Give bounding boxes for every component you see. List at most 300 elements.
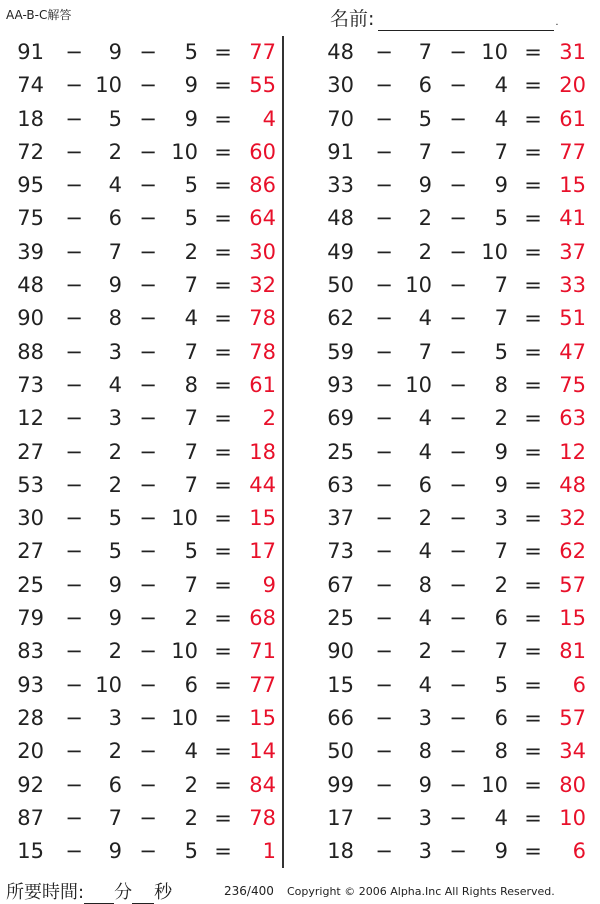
second-number: 10 (95, 672, 122, 697)
problem-row (310, 535, 600, 568)
minus-sign: − (139, 73, 157, 98)
first-number: 30 (17, 506, 44, 531)
minus-sign: − (449, 606, 467, 631)
third-number: 2 (184, 772, 198, 797)
minus-sign: − (449, 439, 467, 464)
third-number: 7 (494, 273, 508, 298)
answer-value: 55 (249, 73, 276, 98)
second-number: 6 (418, 472, 432, 497)
problem-row (310, 802, 600, 835)
problem-row (310, 702, 600, 735)
minus-sign: − (139, 439, 157, 464)
second-number: 2 (108, 472, 122, 497)
second-number: 2 (108, 439, 122, 464)
third-number: 5 (184, 539, 198, 564)
second-number: 4 (418, 672, 432, 697)
problem-row (0, 436, 290, 469)
minutes-blank (84, 885, 114, 904)
minus-sign: − (65, 106, 83, 131)
answer-value: 57 (559, 572, 586, 597)
first-number: 69 (327, 406, 354, 431)
problem-row (310, 269, 600, 302)
minus-sign: − (449, 273, 467, 298)
minus-sign: − (449, 572, 467, 597)
third-number: 6 (184, 672, 198, 697)
minus-sign: − (139, 40, 157, 64)
first-number: 75 (17, 206, 44, 231)
answer-value: 63 (559, 406, 586, 431)
answer-value: 41 (559, 206, 586, 231)
third-number: 2 (184, 606, 198, 631)
equals-sign: = (524, 239, 542, 264)
first-number: 73 (327, 539, 354, 564)
equals-sign: = (214, 139, 232, 164)
minus-sign: − (375, 472, 393, 497)
third-number: 10 (171, 139, 198, 164)
minus-sign: − (449, 539, 467, 564)
minus-sign: − (375, 639, 393, 664)
second-number: 5 (108, 506, 122, 531)
name-blank-line (378, 12, 554, 31)
first-number: 88 (17, 339, 44, 364)
answer-value: 81 (559, 639, 586, 664)
first-number: 27 (17, 539, 44, 564)
equals-sign: = (214, 406, 232, 431)
first-number: 95 (17, 173, 44, 198)
problem-row (310, 169, 600, 202)
page-number: 236/400 (224, 884, 274, 898)
answer-value: 47 (559, 339, 586, 364)
answer-value: 30 (249, 239, 276, 264)
third-number: 10 (481, 772, 508, 797)
minus-sign: − (139, 606, 157, 631)
second-number: 10 (405, 372, 432, 397)
minus-sign: − (139, 239, 157, 264)
minus-sign: − (65, 73, 83, 98)
answer-value: 78 (249, 805, 276, 830)
second-number: 4 (418, 306, 432, 331)
minus-sign: − (449, 306, 467, 331)
problem-row (310, 369, 600, 402)
minus-sign: − (139, 506, 157, 531)
answer-value: 78 (249, 339, 276, 364)
problem-row (310, 669, 600, 702)
second-number: 9 (418, 173, 432, 198)
minus-sign: − (65, 306, 83, 331)
second-number: 4 (418, 439, 432, 464)
equals-sign: = (524, 606, 542, 631)
answer-value: 62 (559, 539, 586, 564)
minus-sign: − (449, 839, 467, 864)
second-number: 6 (418, 73, 432, 98)
answer-value: 77 (249, 40, 276, 64)
minus-sign: − (65, 705, 83, 730)
third-number: 2 (184, 239, 198, 264)
answer-value: 4 (262, 106, 276, 131)
problem-row (0, 136, 290, 169)
second-number: 2 (108, 639, 122, 664)
problem-row (0, 469, 290, 502)
minus-sign: − (375, 173, 393, 198)
minus-sign: − (449, 106, 467, 131)
minus-sign: − (65, 739, 83, 764)
minus-sign: − (449, 506, 467, 531)
second-number: 7 (418, 139, 432, 164)
third-number: 5 (184, 40, 198, 64)
third-number: 9 (494, 839, 508, 864)
minus-sign: − (65, 772, 83, 797)
minus-sign: − (449, 206, 467, 231)
left-problem-column (0, 36, 290, 868)
second-number: 9 (108, 606, 122, 631)
problem-row (0, 302, 290, 335)
second-number: 8 (108, 306, 122, 331)
equals-sign: = (214, 539, 232, 564)
minus-sign: − (65, 606, 83, 631)
minus-sign: − (449, 406, 467, 431)
minus-sign: − (375, 73, 393, 98)
minus-sign: − (375, 139, 393, 164)
problem-row (310, 103, 600, 136)
equals-sign: = (214, 839, 232, 864)
answer-value: 51 (559, 306, 586, 331)
problem-row (310, 469, 600, 502)
minus-sign: − (65, 572, 83, 597)
first-number: 67 (327, 572, 354, 597)
answer-value: 71 (249, 639, 276, 664)
first-number: 48 (327, 206, 354, 231)
worksheet-code: AA-B-C解答 (6, 8, 72, 22)
equals-sign: = (524, 139, 542, 164)
second-number: 2 (418, 239, 432, 264)
third-number: 4 (494, 805, 508, 830)
problem-row (0, 69, 290, 102)
equals-sign: = (524, 705, 542, 730)
equals-sign: = (214, 705, 232, 730)
second-number: 6 (108, 206, 122, 231)
first-number: 50 (327, 739, 354, 764)
minus-sign: − (139, 106, 157, 131)
problem-row (0, 802, 290, 835)
second-number: 4 (108, 173, 122, 198)
second-number: 4 (418, 539, 432, 564)
second-number: 10 (405, 273, 432, 298)
problem-row (0, 669, 290, 702)
first-number: 91 (17, 40, 44, 64)
name-dot: . (555, 17, 559, 28)
answer-value: 68 (249, 606, 276, 631)
minus-sign: − (139, 672, 157, 697)
third-number: 8 (184, 372, 198, 397)
answer-value: 32 (249, 273, 276, 298)
answer-value: 48 (559, 472, 586, 497)
minus-sign: − (449, 40, 467, 64)
second-number: 2 (108, 139, 122, 164)
second-number: 2 (418, 206, 432, 231)
second-number: 7 (108, 239, 122, 264)
second-number: 9 (108, 572, 122, 597)
third-number: 7 (184, 406, 198, 431)
minus-sign: − (449, 472, 467, 497)
third-number: 7 (184, 572, 198, 597)
first-number: 70 (327, 106, 354, 131)
minus-sign: − (139, 173, 157, 198)
second-number: 9 (108, 839, 122, 864)
answer-value: 15 (249, 705, 276, 730)
equals-sign: = (524, 805, 542, 830)
answer-value: 33 (559, 273, 586, 298)
seconds-label: 秒 (154, 882, 173, 903)
answer-value: 14 (249, 739, 276, 764)
minus-sign: − (375, 40, 393, 64)
equals-sign: = (524, 206, 542, 231)
third-number: 10 (481, 40, 508, 64)
name-field (330, 4, 559, 31)
first-number: 48 (327, 40, 354, 64)
third-number: 5 (494, 339, 508, 364)
third-number: 5 (184, 206, 198, 231)
third-number: 5 (184, 839, 198, 864)
equals-sign: = (214, 239, 232, 264)
minus-sign: − (65, 273, 83, 298)
answer-value: 15 (559, 606, 586, 631)
third-number: 5 (494, 672, 508, 697)
answer-value: 77 (249, 672, 276, 697)
minus-sign: − (375, 606, 393, 631)
problem-row (0, 103, 290, 136)
first-number: 25 (17, 572, 44, 597)
problem-row (0, 169, 290, 202)
minus-sign: − (139, 273, 157, 298)
answer-value: 15 (559, 173, 586, 198)
first-number: 12 (17, 406, 44, 431)
minus-sign: − (375, 406, 393, 431)
answer-value: 17 (249, 539, 276, 564)
equals-sign: = (524, 839, 542, 864)
problem-row (0, 269, 290, 302)
second-number: 3 (108, 406, 122, 431)
minus-sign: − (449, 739, 467, 764)
third-number: 10 (481, 239, 508, 264)
equals-sign: = (214, 639, 232, 664)
first-number: 20 (17, 739, 44, 764)
second-number: 9 (108, 40, 122, 64)
problem-row (310, 635, 600, 668)
first-number: 39 (17, 239, 44, 264)
first-number: 17 (327, 805, 354, 830)
minus-sign: − (375, 239, 393, 264)
third-number: 9 (184, 73, 198, 98)
minus-sign: − (449, 173, 467, 198)
minus-sign: − (375, 273, 393, 298)
minus-sign: − (375, 739, 393, 764)
answer-value: 6 (572, 672, 586, 697)
equals-sign: = (214, 73, 232, 98)
equals-sign: = (524, 506, 542, 531)
minus-sign: − (375, 339, 393, 364)
second-number: 4 (418, 606, 432, 631)
equals-sign: = (214, 572, 232, 597)
minus-sign: − (139, 372, 157, 397)
third-number: 7 (494, 539, 508, 564)
second-number: 6 (108, 772, 122, 797)
minus-sign: − (65, 406, 83, 431)
third-number: 7 (184, 439, 198, 464)
equals-sign: = (524, 572, 542, 597)
equals-sign: = (214, 339, 232, 364)
answer-value: 61 (559, 106, 586, 131)
problem-row (310, 236, 600, 269)
problem-row (310, 569, 600, 602)
second-number: 2 (418, 639, 432, 664)
answer-value: 44 (249, 472, 276, 497)
problem-row (0, 402, 290, 435)
problem-row (310, 336, 600, 369)
second-number: 2 (108, 739, 122, 764)
problem-row (0, 36, 290, 69)
second-number: 8 (418, 572, 432, 597)
minus-sign: − (65, 239, 83, 264)
third-number: 7 (184, 339, 198, 364)
problem-row (0, 769, 290, 802)
time-label: 所要時間: (6, 882, 85, 903)
second-number: 9 (108, 273, 122, 298)
equals-sign: = (524, 40, 542, 64)
minutes-label: 分 (114, 882, 133, 903)
first-number: 27 (17, 439, 44, 464)
minus-sign: − (65, 672, 83, 697)
answer-value: 61 (249, 372, 276, 397)
answer-value: 10 (559, 805, 586, 830)
minus-sign: − (139, 705, 157, 730)
minus-sign: − (449, 139, 467, 164)
problem-row (0, 202, 290, 235)
minus-sign: − (139, 139, 157, 164)
minus-sign: − (139, 839, 157, 864)
minus-sign: − (65, 40, 83, 64)
equals-sign: = (214, 606, 232, 631)
equals-sign: = (214, 40, 232, 64)
first-number: 15 (17, 839, 44, 864)
minus-sign: − (65, 439, 83, 464)
third-number: 4 (494, 106, 508, 131)
minus-sign: − (65, 472, 83, 497)
first-number: 66 (327, 705, 354, 730)
first-number: 83 (17, 639, 44, 664)
copyright-notice: Copyright © 2006 Alpha.Inc All Rights Reserved. (287, 885, 555, 898)
third-number: 2 (494, 572, 508, 597)
first-number: 93 (327, 372, 354, 397)
equals-sign: = (524, 73, 542, 98)
minus-sign: − (375, 206, 393, 231)
problem-row (310, 735, 600, 768)
equals-sign: = (524, 372, 542, 397)
minus-sign: − (65, 839, 83, 864)
minus-sign: − (375, 705, 393, 730)
minus-sign: − (65, 506, 83, 531)
second-number: 3 (418, 805, 432, 830)
third-number: 7 (184, 472, 198, 497)
third-number: 3 (494, 506, 508, 531)
first-number: 25 (327, 606, 354, 631)
equals-sign: = (214, 306, 232, 331)
second-number: 3 (418, 839, 432, 864)
minus-sign: − (375, 572, 393, 597)
problem-row (0, 635, 290, 668)
equals-sign: = (214, 739, 232, 764)
equals-sign: = (524, 106, 542, 131)
equals-sign: = (214, 273, 232, 298)
answer-value: 32 (559, 506, 586, 531)
answer-value: 80 (559, 772, 586, 797)
minus-sign: − (375, 506, 393, 531)
equals-sign: = (214, 372, 232, 397)
minus-sign: − (65, 206, 83, 231)
first-number: 15 (327, 672, 354, 697)
third-number: 8 (494, 739, 508, 764)
second-number: 5 (418, 106, 432, 131)
minus-sign: − (375, 839, 393, 864)
answer-value: 20 (559, 73, 586, 98)
minus-sign: − (139, 772, 157, 797)
minus-sign: − (375, 439, 393, 464)
equals-sign: = (524, 273, 542, 298)
first-number: 99 (327, 772, 354, 797)
first-number: 73 (17, 372, 44, 397)
minus-sign: − (449, 805, 467, 830)
minus-sign: − (449, 705, 467, 730)
third-number: 9 (494, 173, 508, 198)
first-number: 18 (17, 106, 44, 131)
second-number: 3 (418, 705, 432, 730)
minus-sign: − (449, 339, 467, 364)
second-number: 8 (418, 739, 432, 764)
answer-value: 86 (249, 173, 276, 198)
third-number: 10 (171, 506, 198, 531)
equals-sign: = (524, 639, 542, 664)
equals-sign: = (524, 339, 542, 364)
equals-sign: = (524, 739, 542, 764)
second-number: 7 (108, 805, 122, 830)
problem-row (310, 502, 600, 535)
minus-sign: − (65, 139, 83, 164)
seconds-blank (132, 885, 154, 904)
first-number: 48 (17, 273, 44, 298)
name-label: 名前: (330, 8, 375, 30)
third-number: 4 (184, 306, 198, 331)
problem-row (310, 436, 600, 469)
minus-sign: − (449, 772, 467, 797)
equals-sign: = (524, 406, 542, 431)
third-number: 5 (184, 173, 198, 198)
third-number: 2 (494, 406, 508, 431)
answer-value: 1 (262, 839, 276, 864)
answer-value: 34 (559, 739, 586, 764)
equals-sign: = (214, 173, 232, 198)
minus-sign: − (139, 406, 157, 431)
first-number: 91 (327, 139, 354, 164)
answer-value: 31 (559, 40, 586, 64)
answer-value: 75 (559, 372, 586, 397)
minus-sign: − (65, 805, 83, 830)
first-number: 72 (17, 139, 44, 164)
answer-value: 18 (249, 439, 276, 464)
minus-sign: − (139, 339, 157, 364)
equals-sign: = (524, 772, 542, 797)
first-number: 74 (17, 73, 44, 98)
problem-row (310, 769, 600, 802)
first-number: 63 (327, 472, 354, 497)
